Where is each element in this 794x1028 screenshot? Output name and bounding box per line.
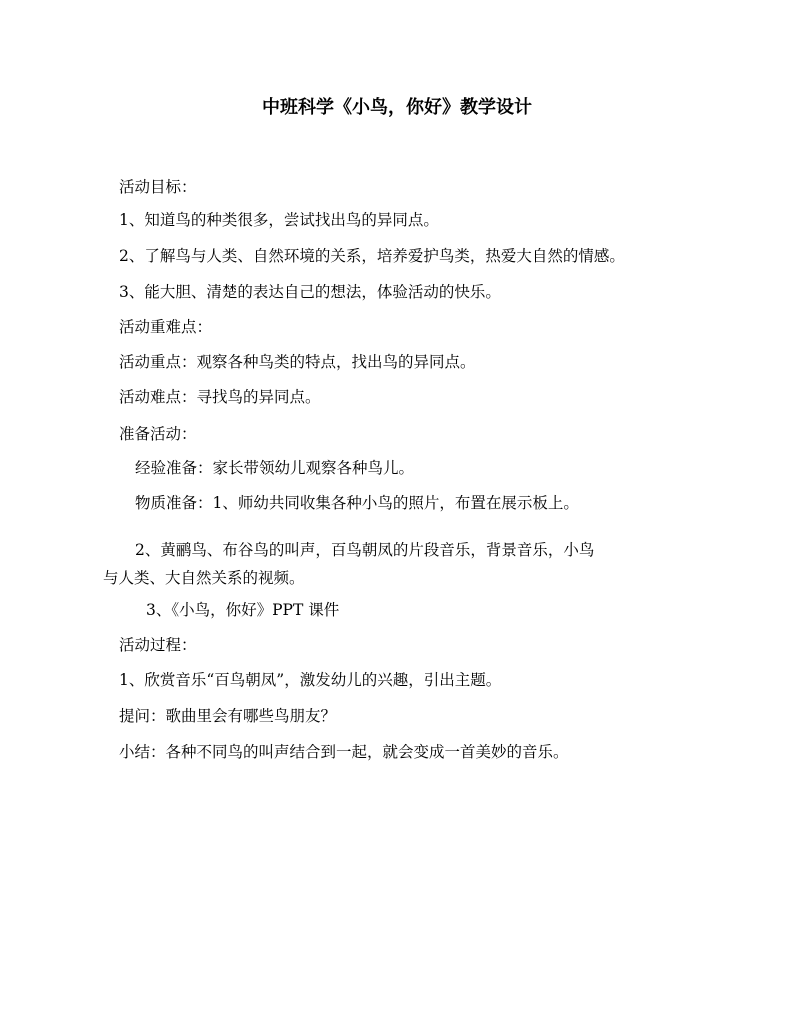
key-point: 活动重点：观察各种鸟类的特点，找出鸟的异同点。 — [119, 353, 476, 371]
question: 提问：歌曲里会有哪些鸟朋友？ — [119, 707, 337, 725]
material-preparation-2-line-1: 2、黄鹂鸟、布谷鸟的叫声，百鸟朝凤的片段音乐，背景音乐，小鸟 — [135, 541, 595, 559]
material-preparation-1: 物质准备：1、师幼共同收集各种小鸟的照片，布置在展示板上。 — [135, 494, 579, 512]
section-heading-preparation: 准备活动： — [119, 425, 197, 443]
material-preparation-2 — [103, 536, 683, 592]
objective-2: 2、了解鸟与人类、自然环境的关系，培养爱护鸟类，热爱大自然的情感。 — [119, 247, 625, 265]
section-heading-key-points: 活动重难点： — [119, 318, 213, 336]
objective-1: 1、知道鸟的种类很多，尝试找出鸟的异同点。 — [119, 211, 439, 229]
difficult-point: 活动难点：寻找鸟的异同点。 — [119, 388, 321, 406]
objective-3: 3、能大胆、清楚的表达自己的想法，体验活动的快乐。 — [119, 283, 501, 301]
material-preparation-2-line-2: 与人类、大自然关系的视频。 — [103, 569, 305, 587]
summary: 小结：各种不同鸟的叫声结合到一起，就会变成一首美妙的音乐。 — [119, 743, 569, 761]
section-heading-objectives: 活动目标： — [119, 178, 197, 196]
material-preparation-3: 3、《小鸟，你好》PPT 课件 — [146, 601, 340, 619]
process-step-1: 1、欣赏音乐“百鸟朝凤”，激发幼儿的兴趣，引出主题。 — [119, 671, 502, 689]
section-heading-process: 活动过程： — [119, 636, 197, 654]
document-title: 中班科学《小鸟，你好》教学设计 — [262, 97, 532, 118]
experience-preparation: 经验准备：家长带领幼儿观察各种鸟儿。 — [135, 459, 415, 477]
